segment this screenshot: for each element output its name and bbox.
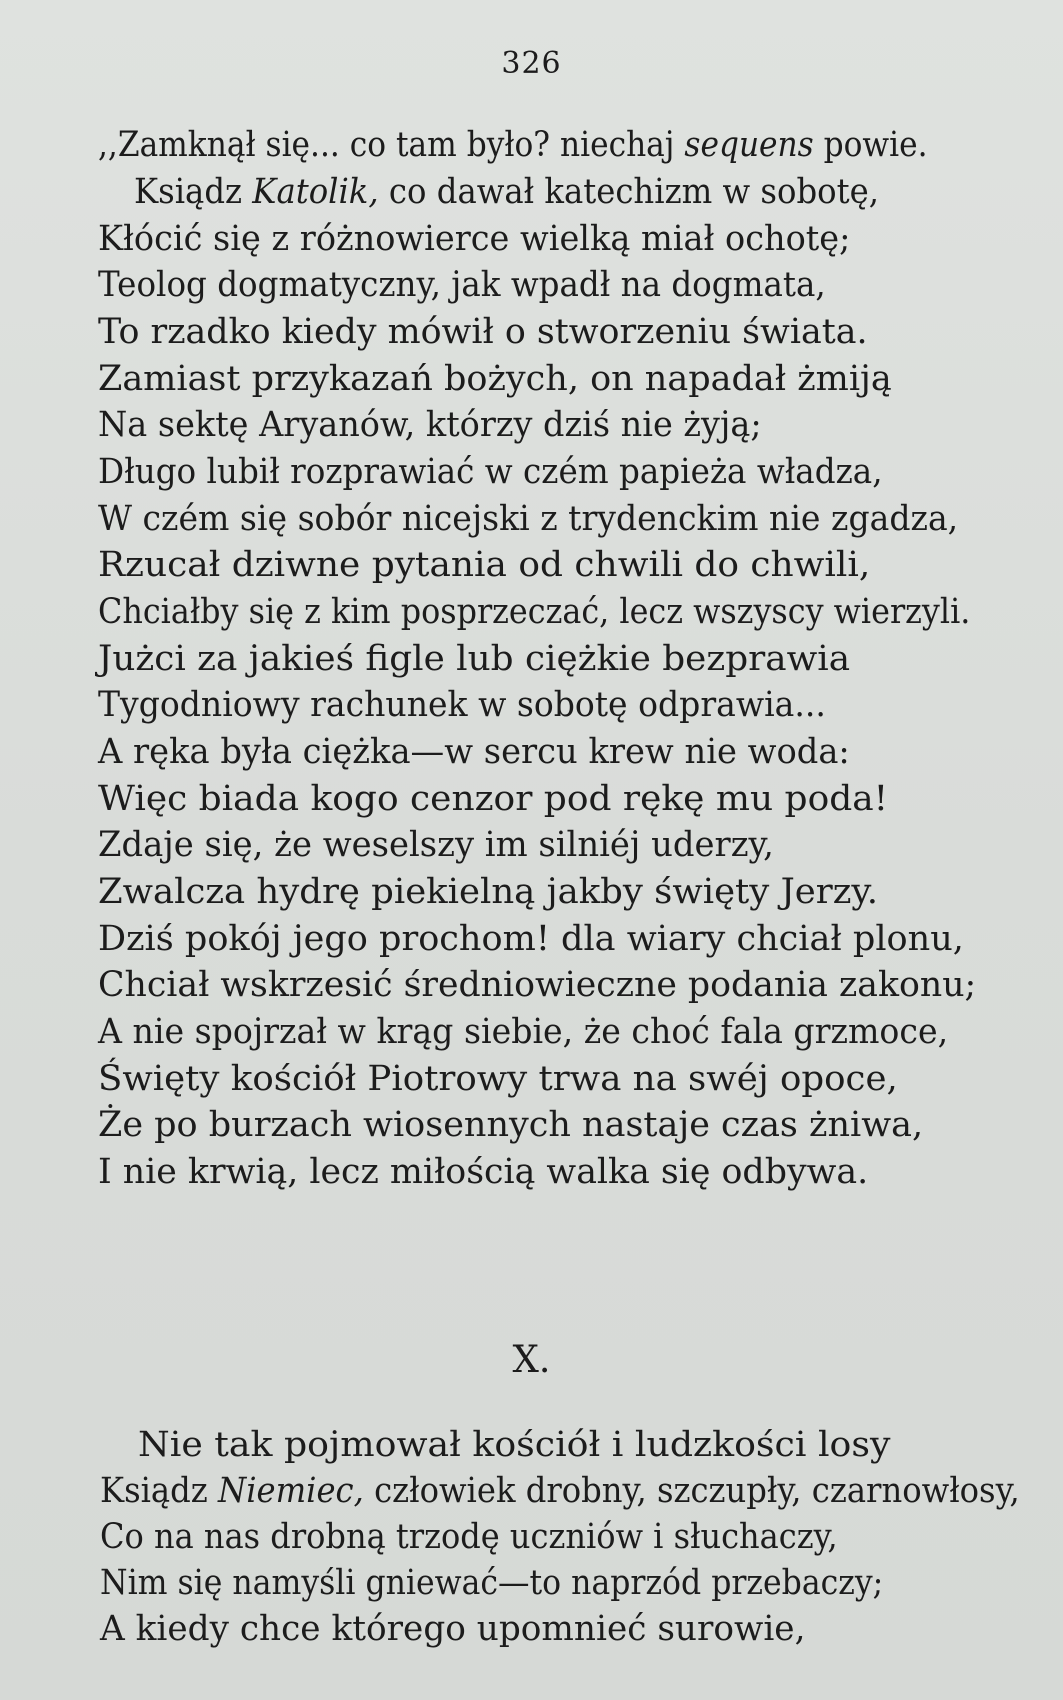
line-text: Ksiądz — [100, 1471, 219, 1511]
poem-line — [98, 872, 879, 912]
poem-line — [100, 1609, 806, 1649]
italic-word: sequens — [684, 125, 814, 165]
line-text: A nie spojrzał w krąg siebie, że choć fala grzmoce, — [98, 1012, 949, 1052]
poem-line — [98, 825, 774, 865]
poem-line — [98, 732, 850, 772]
line-text: Chciałby się z kim posprzeczać, lecz wszyscy wierzyli. — [98, 592, 971, 632]
line-text: Długo lubił rozprawiać w czém papieża władza, — [98, 452, 883, 492]
line-text: Że po burzach wiosennych nastaje czas żniwa, — [98, 1105, 924, 1145]
poem-line — [98, 1152, 869, 1192]
poem-line — [100, 1471, 1020, 1511]
poem-line — [98, 965, 977, 1005]
poem-line — [98, 312, 868, 352]
line-text: powie. — [813, 125, 928, 165]
line-text: Nim się namyśli gniewać—to naprzód przebaczy; — [100, 1563, 884, 1603]
poem-line — [98, 1012, 949, 1052]
line-text: To rzadko kiedy mówił o stworzeniu świata. — [98, 312, 868, 352]
poem-line — [98, 545, 871, 585]
poem-line — [98, 452, 883, 492]
line-text: W czém się sobór nicejski z trydenckim nie zgadza, — [98, 499, 959, 539]
poem-line — [134, 172, 879, 212]
line-text: Zamiast przykazań bożych, on napadał żmiją — [98, 359, 892, 399]
line-text: Nie tak pojmował kościół i ludzkości losy — [138, 1425, 891, 1465]
line-text: Chciał wskrzesić średniowieczne podania zakonu; — [98, 965, 977, 1005]
poem-line — [98, 592, 971, 632]
line-text: człowiek drobny, szczupły, czarnowłosy, — [363, 1471, 1020, 1511]
italic-word: Katolik, — [252, 172, 379, 212]
poem-line — [98, 499, 959, 539]
line-text: Co na nas drobną trzodę uczniów i słuchaczy, — [100, 1517, 838, 1557]
line-text: Święty kościół Piotrowy trwa na swéj opoce, — [98, 1059, 898, 1099]
poem-line — [98, 405, 762, 445]
poem-line — [98, 1059, 898, 1099]
line-text: Dziś pokój jego prochom! dla wiary chciał plonu, — [98, 919, 964, 959]
poem-line — [98, 359, 892, 399]
poem-line — [98, 125, 928, 165]
line-text: Kłócić się z różnowierce wielką miał ochotę; — [98, 219, 851, 259]
poem-line — [98, 685, 826, 725]
poem-line — [100, 1517, 838, 1557]
line-text: Rzucał dziwne pytania od chwili do chwili, — [98, 545, 871, 585]
poem-line — [98, 265, 826, 305]
line-text: Więc biada kogo cenzor pod rękę mu poda! — [98, 779, 889, 819]
line-text: co dawał katechizm w sobotę, — [378, 172, 879, 212]
line-text: Teolog dogmatyczny, jak wpadł na dogmata, — [98, 265, 826, 305]
line-text: I nie krwią, lecz miłością walka się odbywa. — [98, 1152, 869, 1192]
page-number: 326 — [501, 46, 562, 81]
line-text: Zdaje się, że weselszy im silniéj uderzy, — [98, 825, 774, 865]
line-text: Na sektę Aryanów, którzy dziś nie żyją; — [98, 405, 762, 445]
line-text: A kiedy chce którego upomnieć surowie, — [100, 1609, 806, 1649]
poem-line — [98, 779, 889, 819]
line-text: Ksiądz — [134, 172, 253, 212]
poem-line — [138, 1425, 891, 1465]
section-heading: X. — [512, 1338, 551, 1381]
line-text: A ręka była ciężka—w sercu krew nie woda: — [98, 732, 850, 772]
italic-word: Niemiec, — [218, 1471, 364, 1511]
line-text: Zwalcza hydrę piekielną jakby święty Jerzy. — [98, 872, 879, 912]
poem-line — [100, 1563, 884, 1603]
line-text: Jużci za jakieś figle lub ciężkie bezprawia — [98, 639, 851, 679]
line-text: Tygodniowy rachunek w sobotę odprawia... — [98, 685, 826, 725]
poem-line — [98, 1105, 924, 1145]
poem-line — [98, 639, 851, 679]
poem-line — [98, 919, 964, 959]
line-text: ,,Zamknął się... co tam było? niechaj — [98, 125, 685, 165]
poem-line — [98, 219, 851, 259]
